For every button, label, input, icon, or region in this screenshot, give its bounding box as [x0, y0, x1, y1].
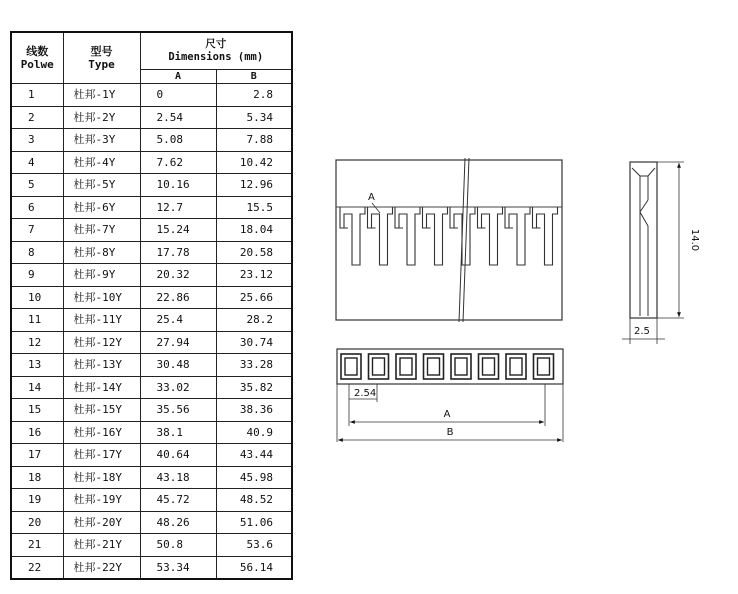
cell-type: 杜邦-7Y — [63, 219, 140, 242]
cell-dim-b: 28.2 — [216, 309, 292, 332]
cell-type: 杜邦-22Y — [63, 556, 140, 579]
cell-wires: 19 — [11, 489, 63, 512]
cell-wires: 8 — [11, 241, 63, 264]
cell-dim-a: 53.34 — [140, 556, 216, 579]
cell-type: 杜邦-10Y — [63, 286, 140, 309]
cell-dim-a: 27.94 — [140, 331, 216, 354]
cell-dim-b: 33.28 — [216, 354, 292, 377]
cell-type: 杜邦-2Y — [63, 106, 140, 129]
cell-wires: 5 — [11, 174, 63, 197]
header-wires-zh: 线数 — [26, 45, 49, 58]
cell-type: 杜邦-15Y — [63, 399, 140, 422]
contact-slot — [533, 207, 558, 265]
cell-type: 杜邦-16Y — [63, 421, 140, 444]
pitch-label: 2.54 — [354, 388, 377, 399]
cell-dim-a: 12.7 — [140, 196, 216, 219]
cell-dim-a: 7.62 — [140, 151, 216, 174]
cell-dim-b: 5.34 — [216, 106, 292, 129]
cell-wires: 10 — [11, 286, 63, 309]
cavity — [341, 354, 361, 379]
cell-wires: 11 — [11, 309, 63, 332]
cell-wires: 13 — [11, 354, 63, 377]
header-col-b: B — [216, 70, 292, 84]
cell-type: 杜邦-3Y — [63, 129, 140, 152]
cell-type: 杜邦-20Y — [63, 511, 140, 534]
cell-wires: 4 — [11, 151, 63, 174]
cell-dim-b: 35.82 — [216, 376, 292, 399]
side-view-height-label: 14.0 — [689, 228, 700, 252]
cell-type: 杜邦-18Y — [63, 466, 140, 489]
bottom-view — [337, 349, 563, 442]
cell-dim-a: 48.26 — [140, 511, 216, 534]
header-col-a: A — [140, 70, 216, 84]
header-type-zh: 型号 — [90, 45, 113, 58]
cell-dim-a: 30.48 — [140, 354, 216, 377]
front-view-leader — [372, 203, 380, 213]
cell-dim-b: 38.36 — [216, 399, 292, 422]
cell-dim-b: 2.8 — [216, 84, 292, 107]
cell-type: 杜邦-11Y — [63, 309, 140, 332]
header-dimensions-en: Dimensions (mm) — [168, 51, 264, 63]
cell-dim-a: 20.32 — [140, 264, 216, 287]
cell-dim-a: 15.24 — [140, 219, 216, 242]
cell-dim-a: 22.86 — [140, 286, 216, 309]
cell-dim-a: 33.02 — [140, 376, 216, 399]
cavity — [534, 354, 554, 379]
cell-dim-a: 10.16 — [140, 174, 216, 197]
front-view-label-a: A — [368, 192, 375, 203]
side-view-outline — [630, 162, 657, 318]
cell-type: 杜邦-6Y — [63, 196, 140, 219]
cell-dim-b: 56.14 — [216, 556, 292, 579]
cavity — [451, 354, 471, 379]
cell-dim-a: 45.72 — [140, 489, 216, 512]
contact-slot — [478, 207, 503, 265]
header-dimensions-zh: 尺寸 — [205, 38, 227, 50]
cell-wires: 21 — [11, 534, 63, 557]
dimension-b-label: B — [446, 427, 454, 438]
cell-dim-b: 30.74 — [216, 331, 292, 354]
cell-wires: 2 — [11, 106, 63, 129]
cell-dim-b: 7.88 — [216, 129, 292, 152]
cavity — [506, 354, 526, 379]
cell-dim-a: 38.1 — [140, 421, 216, 444]
cell-dim-b: 45.98 — [216, 466, 292, 489]
cell-type: 杜邦-8Y — [63, 241, 140, 264]
contact-slot — [505, 207, 530, 265]
contact-slot — [423, 207, 448, 265]
cell-type: 杜邦-4Y — [63, 151, 140, 174]
bottom-view-cavities — [341, 354, 554, 379]
cell-dim-b: 23.12 — [216, 264, 292, 287]
cell-dim-a: 17.78 — [140, 241, 216, 264]
cell-wires: 9 — [11, 264, 63, 287]
cell-dim-b: 15.5 — [216, 196, 292, 219]
contact-slot — [340, 207, 365, 265]
cell-wires: 16 — [11, 421, 63, 444]
cavity — [479, 354, 499, 379]
cell-dim-a: 0 — [140, 84, 216, 107]
cavity — [369, 354, 389, 379]
cell-wires: 12 — [11, 331, 63, 354]
side-view-width-label: 2.5 — [634, 326, 650, 337]
contact-slot — [395, 207, 420, 265]
header-type-en: Type — [88, 58, 115, 71]
cell-type: 杜邦-1Y — [63, 84, 140, 107]
header-wires-en: Polwe — [20, 58, 54, 71]
side-view — [622, 162, 700, 344]
cell-wires: 15 — [11, 399, 63, 422]
cell-dim-a: 25.4 — [140, 309, 216, 332]
cell-dim-b: 51.06 — [216, 511, 292, 534]
cell-dim-a: 43.18 — [140, 466, 216, 489]
cell-type: 杜邦-21Y — [63, 534, 140, 557]
cell-wires: 14 — [11, 376, 63, 399]
cell-dim-a: 2.54 — [140, 106, 216, 129]
cell-dim-a: 40.64 — [140, 444, 216, 467]
cell-dim-b: 20.58 — [216, 241, 292, 264]
cell-dim-b: 10.42 — [216, 151, 292, 174]
cell-dim-a: 5.08 — [140, 129, 216, 152]
cell-dim-b: 40.9 — [216, 421, 292, 444]
cell-type: 杜邦-19Y — [63, 489, 140, 512]
cell-wires: 7 — [11, 219, 63, 242]
cell-type: 杜邦-12Y — [63, 331, 140, 354]
cell-wires: 22 — [11, 556, 63, 579]
cell-dim-a: 35.56 — [140, 399, 216, 422]
cell-wires: 17 — [11, 444, 63, 467]
front-view — [336, 158, 562, 322]
cell-wires: 1 — [11, 84, 63, 107]
dimension-a-label: A — [443, 409, 451, 420]
cell-dim-b: 53.6 — [216, 534, 292, 557]
cavity — [396, 354, 416, 379]
cell-wires: 6 — [11, 196, 63, 219]
contact-slot — [368, 207, 393, 265]
cell-type: 杜邦-14Y — [63, 376, 140, 399]
cell-wires: 20 — [11, 511, 63, 534]
cell-wires: 3 — [11, 129, 63, 152]
cell-type: 杜邦-17Y — [63, 444, 140, 467]
cell-type: 杜邦-13Y — [63, 354, 140, 377]
cell-dim-b: 12.96 — [216, 174, 292, 197]
front-view-contacts — [340, 207, 558, 265]
cavity — [424, 354, 444, 379]
cell-type: 杜邦-9Y — [63, 264, 140, 287]
cell-dim-a: 50.8 — [140, 534, 216, 557]
cell-wires: 18 — [11, 466, 63, 489]
front-view-outline — [336, 160, 562, 320]
cell-dim-b: 43.44 — [216, 444, 292, 467]
cell-dim-b: 25.66 — [216, 286, 292, 309]
cell-dim-b: 48.52 — [216, 489, 292, 512]
cell-dim-b: 18.04 — [216, 219, 292, 242]
cell-type: 杜邦-5Y — [63, 174, 140, 197]
